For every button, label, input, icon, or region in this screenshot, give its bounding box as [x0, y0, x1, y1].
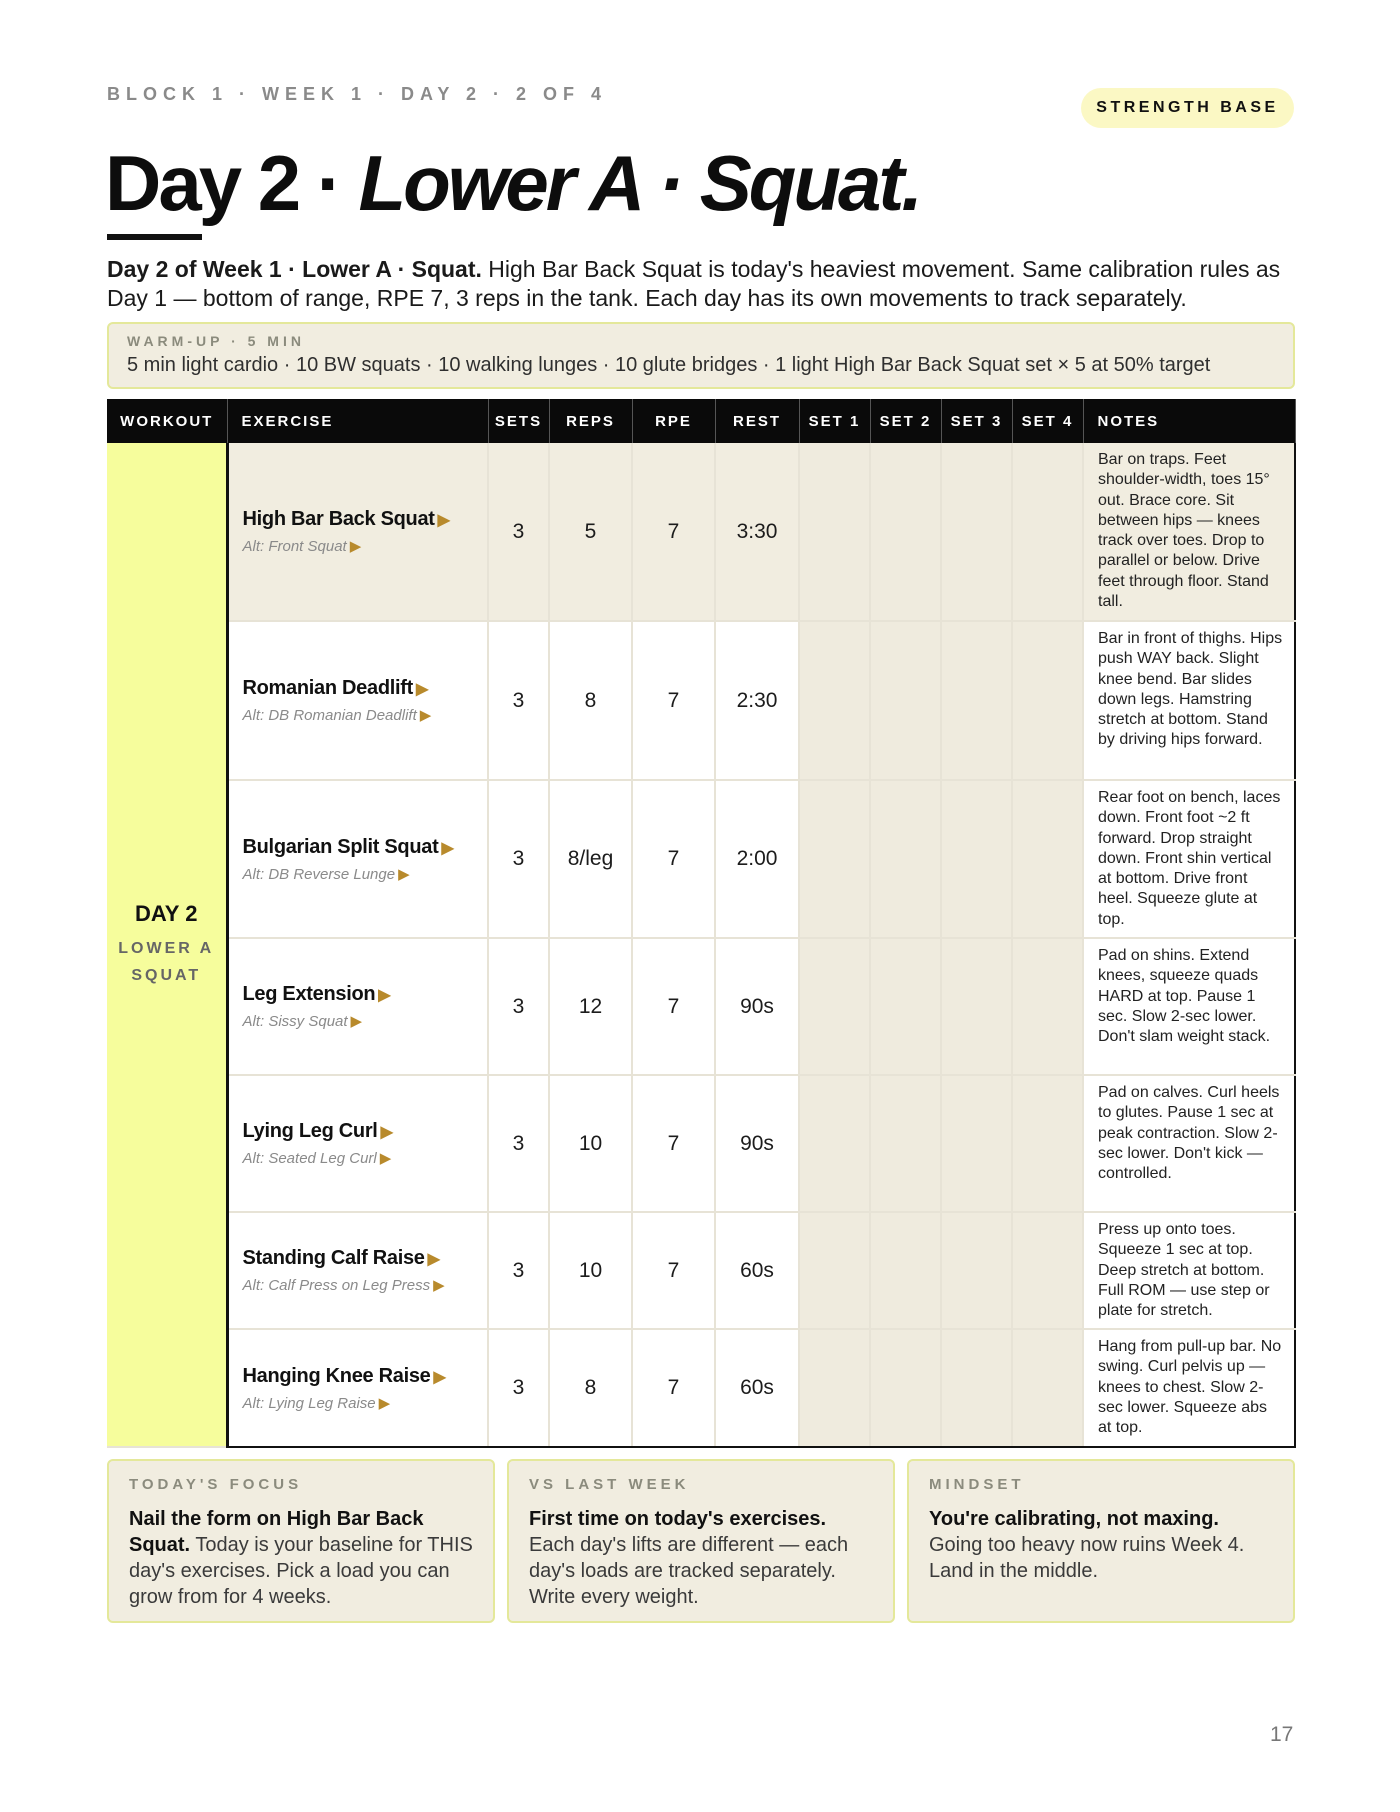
col-header: WORKOUT — [107, 399, 227, 443]
play-icon[interactable]: ▶ — [437, 512, 450, 529]
reps-cell: 8/leg — [549, 780, 632, 938]
reps-cell: 8 — [549, 621, 632, 780]
rpe-cell: 7 — [632, 780, 715, 938]
title-underline — [107, 234, 202, 240]
table-row — [107, 938, 1295, 1075]
set-4-input[interactable] — [1012, 1212, 1083, 1329]
set-1-input[interactable] — [799, 443, 870, 621]
card-body: Nail the form on High Bar Back Squat. Today is your baseline for THIS day's exercises. Pick a load you can grow from for 4 weeks. — [129, 1508, 473, 1608]
set-3-input[interactable] — [941, 780, 1012, 938]
table-row — [107, 443, 1295, 621]
exercise-cell — [227, 1212, 488, 1329]
sets-cell: 3 — [488, 780, 549, 938]
col-header: SET 1 — [799, 399, 870, 443]
set-1-input[interactable] — [799, 1212, 870, 1329]
warmup-box — [107, 322, 1295, 389]
play-icon[interactable]: ▶ — [350, 1013, 363, 1030]
col-header: RPE — [632, 399, 715, 443]
set-1-input[interactable] — [799, 938, 870, 1075]
play-icon[interactable]: ▶ — [419, 707, 432, 724]
table-header-row — [107, 399, 1295, 443]
notes-cell: Bar on traps. Feet shoulder-width, toes 15° out. Brace core. Sit between hips — knees track over toes. Drop to parallel or below. Drive feet through floor. Stand tall. — [1083, 443, 1295, 621]
exercise-name[interactable]: Lying Leg Curl ▶ — [242, 1120, 393, 1142]
set-4-input[interactable] — [1012, 443, 1083, 621]
set-3-input[interactable] — [941, 1212, 1012, 1329]
workout-table — [107, 399, 1296, 1448]
exercise-cell — [227, 938, 488, 1075]
play-icon[interactable]: ▶ — [398, 865, 410, 883]
set-2-input[interactable] — [870, 780, 941, 938]
exercise-name[interactable]: Bulgarian Split Squat ▶ — [242, 835, 454, 858]
intro-text: High Bar Back Squat is today's heaviest movement. Same calibration rules as Day 1 — bottom of range, RPE 7, 3 reps in the tank. Each day has its own movements to track separately. — [107, 256, 1281, 311]
table-row — [107, 621, 1295, 780]
reps-cell: 12 — [549, 938, 632, 1075]
reps-cell: 8 — [549, 1329, 632, 1447]
exercise-cell — [227, 621, 488, 780]
set-4-input[interactable] — [1012, 938, 1083, 1075]
reps-cell: 10 — [549, 1075, 632, 1212]
card-body: You're calibrating, not maxing. Going too heavy now ruins Week 4. Land in the middle. — [929, 1508, 1245, 1582]
rest-cell: 60s — [715, 1212, 799, 1329]
page-number: 17 — [1270, 1723, 1294, 1746]
exercise-name[interactable]: Leg Extension ▶ — [242, 983, 391, 1005]
sets-cell: 3 — [488, 938, 549, 1075]
card-body: First time on today's exercises. Each day's lifts are different — each day's loads are tracked separately. Write every weight. — [529, 1508, 849, 1608]
set-1-input[interactable] — [799, 621, 870, 780]
rest-cell: 2:00 — [715, 780, 799, 938]
card-label: VS LAST WEEK — [529, 1476, 690, 1493]
exercise-cell — [227, 443, 488, 621]
play-icon[interactable]: ▶ — [415, 681, 428, 698]
set-2-input[interactable] — [870, 443, 941, 621]
set-2-input[interactable] — [870, 621, 941, 780]
rest-cell: 60s — [715, 1329, 799, 1447]
play-icon[interactable]: ▶ — [433, 1277, 445, 1294]
notes-cell: Bar in front of thighs. Hips push WAY back. Slight knee bend. Bar slides down legs. Hamstring stretch at bottom. Stand by driving hips forward. — [1083, 621, 1295, 780]
notes-cell: Hang from pull-up bar. No swing. Curl pelvis up — knees to chest. Slow 2-sec lower. Squeeze abs at top. — [1083, 1329, 1295, 1447]
exercise-cell — [227, 1075, 488, 1212]
focus-card — [107, 1459, 495, 1623]
rpe-cell: 7 — [632, 1075, 715, 1212]
play-icon[interactable]: ▶ — [441, 839, 454, 857]
intro-lead: Day 2 of Week 1 · Lower A · Squat. — [107, 256, 482, 282]
sets-cell: 3 — [488, 621, 549, 780]
col-header: SET 2 — [870, 399, 941, 443]
workout-day: DAY 2 — [135, 900, 198, 926]
play-icon[interactable]: ▶ — [379, 1150, 392, 1167]
exercise-cell — [227, 780, 488, 938]
notes-cell: Press up onto toes. Squeeze 1 sec at top. Deep stretch at bottom. Full ROM — use step or plate for stretch. — [1083, 1212, 1295, 1329]
breadcrumb: BLOCK 1 · WEEK 1 · DAY 2 · 2 OF 4 — [107, 84, 608, 104]
rest-cell: 3:30 — [715, 443, 799, 621]
exercise-alt[interactable]: Alt: Sissy Squat ▶ — [242, 1013, 363, 1030]
set-1-input[interactable] — [799, 1329, 870, 1447]
mindset-card — [907, 1459, 1295, 1623]
sets-cell: 3 — [488, 1329, 549, 1447]
warmup-label: WARM-UP · 5 MIN — [127, 333, 305, 349]
reps-cell: 5 — [549, 443, 632, 621]
col-header: REPS — [549, 399, 632, 443]
col-header: SETS — [488, 399, 549, 443]
rest-cell: 90s — [715, 938, 799, 1075]
col-header: EXERCISE — [227, 399, 488, 443]
play-icon[interactable]: ▶ — [427, 1251, 440, 1268]
set-2-input[interactable] — [870, 1329, 941, 1447]
set-3-input[interactable] — [941, 1329, 1012, 1447]
intro-paragraph — [107, 255, 1297, 313]
vs-last-week-card — [507, 1459, 895, 1623]
warmup-text: 5 min light cardio · 10 BW squats · 10 walking lunges · 10 glute bridges · 1 light High Bar Back Squat set × 5 at 50% target — [127, 354, 1211, 376]
play-icon[interactable]: ▶ — [380, 1124, 393, 1141]
col-header: REST — [715, 399, 799, 443]
exercise-alt[interactable]: Alt: DB Reverse Lunge ▶ — [242, 865, 410, 883]
set-3-input[interactable] — [941, 621, 1012, 780]
set-3-input[interactable] — [941, 938, 1012, 1075]
set-4-input[interactable] — [1012, 1329, 1083, 1447]
play-icon[interactable]: ▶ — [433, 1368, 446, 1386]
table-row — [107, 1212, 1295, 1329]
notes-cell: Pad on shins. Extend knees, squeeze quads HARD at top. Pause 1 sec. Slow 2-sec lower. Don't slam weight stack. — [1083, 938, 1295, 1075]
set-3-input[interactable] — [941, 443, 1012, 621]
exercise-alt[interactable]: Alt: DB Romanian Deadlift ▶ — [242, 707, 432, 724]
sets-cell: 3 — [488, 1075, 549, 1212]
exercise-alt[interactable]: Alt: Front Squat ▶ — [242, 538, 362, 555]
rpe-cell: 7 — [632, 1329, 715, 1447]
exercise-alt[interactable]: Alt: Lying Leg Raise ▶ — [242, 1394, 391, 1412]
table-row — [107, 1329, 1295, 1447]
workout-subtitle: LOWER A SQUAT — [118, 939, 215, 984]
rest-cell: 90s — [715, 1075, 799, 1212]
col-header: SET 3 — [941, 399, 1012, 443]
play-icon[interactable]: ▶ — [349, 538, 362, 555]
title-plain: Day 2 · — [105, 139, 359, 227]
set-1-input[interactable] — [799, 780, 870, 938]
set-2-input[interactable] — [870, 938, 941, 1075]
exercise-name[interactable]: Romanian Deadlift ▶ — [242, 677, 428, 699]
col-header: NOTES — [1083, 399, 1295, 443]
set-4-input[interactable] — [1012, 621, 1083, 780]
exercise-name[interactable]: Hanging Knee Raise ▶ — [242, 1364, 446, 1387]
set-4-input[interactable] — [1012, 1075, 1083, 1212]
set-2-input[interactable] — [870, 1212, 941, 1329]
sets-cell: 3 — [488, 443, 549, 621]
notes-cell: Rear foot on bench, laces down. Front foot ~2 ft forward. Drop straight down. Front shin vertical at bottom. Drive front heel. Squeeze glute at top. — [1083, 780, 1295, 938]
play-icon[interactable]: ▶ — [378, 987, 391, 1004]
rpe-cell: 7 — [632, 938, 715, 1075]
workout-cell — [107, 443, 227, 1447]
exercise-name[interactable]: Standing Calf Raise ▶ — [242, 1247, 440, 1269]
rpe-cell: 7 — [632, 621, 715, 780]
play-icon[interactable]: ▶ — [378, 1394, 391, 1412]
table-row — [107, 1075, 1295, 1212]
set-2-input[interactable] — [870, 1075, 941, 1212]
card-label: TODAY'S FOCUS — [129, 1476, 303, 1493]
page-title — [105, 139, 921, 227]
rest-cell: 2:30 — [715, 621, 799, 780]
rpe-cell: 7 — [632, 443, 715, 621]
table-row — [107, 780, 1295, 938]
title-italic: Lower A · Squat. — [358, 139, 921, 227]
set-4-input[interactable] — [1012, 780, 1083, 938]
exercise-alt[interactable]: Alt: Calf Press on Leg Press ▶ — [242, 1277, 445, 1294]
exercise-name[interactable]: High Bar Back Squat ▶ — [242, 508, 450, 530]
program-badge: STRENGTH BASE — [1081, 88, 1294, 128]
reps-cell: 10 — [549, 1212, 632, 1329]
sets-cell: 3 — [488, 1212, 549, 1329]
rpe-cell: 7 — [632, 1212, 715, 1329]
exercise-cell — [227, 1329, 488, 1447]
exercise-alt[interactable]: Alt: Seated Leg Curl ▶ — [242, 1150, 392, 1167]
card-label: MINDSET — [929, 1476, 1025, 1493]
set-3-input[interactable] — [941, 1075, 1012, 1212]
col-header: SET 4 — [1012, 399, 1083, 443]
set-1-input[interactable] — [799, 1075, 870, 1212]
notes-cell: Pad on calves. Curl heels to glutes. Pause 1 sec at peak contraction. Slow 2-sec lower. Don't kick — controlled. — [1083, 1075, 1295, 1212]
